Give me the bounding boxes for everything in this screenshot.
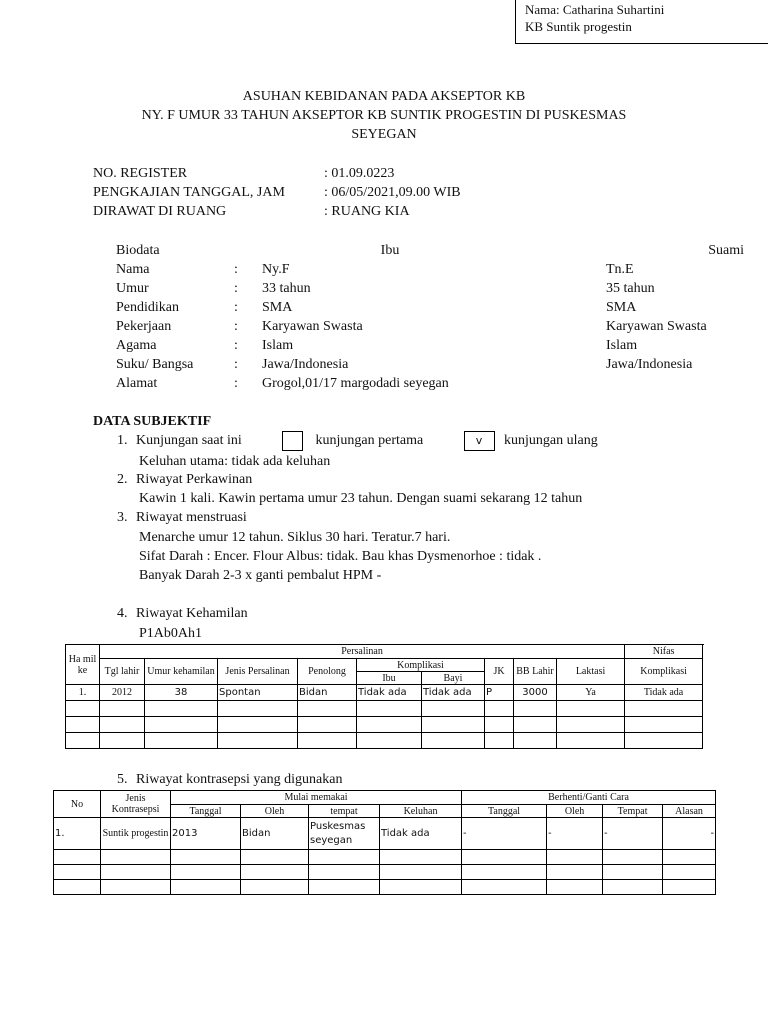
menstrual-line-2: Sifat Darah : Encer. Flour Albus: tidak. Bau khas Dysmenorhoe : tidak . — [139, 549, 542, 564]
col-tanggal-berhenti: Tanggal — [462, 805, 547, 818]
table-row — [66, 701, 703, 717]
col-oleh: Oleh — [241, 805, 309, 818]
col-laktasi: Laktasi — [557, 659, 625, 685]
first-visit-checkbox[interactable] — [282, 431, 303, 451]
document-title-line3: SEYEGAN — [351, 127, 417, 142]
biodata-row-umur: Umur : 33 tahun 35 tahun — [116, 281, 655, 296]
registration-number-value: : 01.09.0223 — [324, 166, 395, 181]
contraception-history-heading: 5. Riwayat kontrasepsi yang digunakan — [117, 772, 343, 787]
topic-label: KB Suntik progestin — [525, 19, 632, 34]
menstrual-history-heading: 3. Riwayat menstruasi — [117, 510, 247, 525]
table-row — [66, 717, 703, 733]
obstetric-formula: P1Ab0Ah1 — [139, 626, 203, 641]
identity-box — [515, 0, 768, 44]
repeat-visit-checkbox[interactable]: v — [464, 431, 495, 451]
biodata-header-suami: Suami — [708, 243, 744, 258]
table-row: 1. 2012 38 Spontan Bidan Tidak ada Tidak ada P 3000 Ya Tidak ada — [66, 685, 703, 701]
student-name: Nama: Catharina Suhartini — [525, 2, 665, 17]
assessment-date-label: PENGKAJIAN TANGGAL, JAM — [93, 185, 285, 200]
visit-item: 1. Kunjungan saat ini kunjungan pertama v kunjungan ulang — [117, 431, 598, 451]
col-hamil-ke: Ha mil ke — [66, 645, 100, 685]
repeat-visit-label: kunjungan ulang — [504, 433, 598, 449]
ward-row — [93, 202, 410, 221]
pregnancy-history-table — [65, 644, 703, 749]
registration-number-row — [93, 164, 394, 183]
col-keluhan: Keluhan — [380, 805, 462, 818]
col-mulai-memakai: Mulai memakai — [171, 791, 462, 805]
col-jenis-kontrasepsi: Jenis Kontrasepsi — [101, 791, 171, 818]
col-no: No — [54, 791, 101, 818]
pregnancy-history-heading: 4. Riwayat Kehamilan — [117, 606, 248, 621]
contraception-history-table — [53, 790, 716, 895]
col-alasan: Alasan — [663, 805, 716, 818]
assessment-date-row — [93, 183, 461, 202]
menstrual-line-1: Menarche umur 12 tahun. Siklus 30 hari. Teratur.7 hari. — [139, 530, 451, 545]
first-visit-label: kunjungan pertama — [315, 433, 424, 449]
marriage-history-text: Kawin 1 kali. Kawin pertama umur 23 tahun. Dengan suami sekarang 12 tahun — [139, 491, 583, 506]
biodata-row-alamat: Alamat : Grogol,01/17 margodadi seyegan — [116, 376, 449, 391]
col-berhenti-ganti: Berhenti/Ganti Cara — [462, 791, 716, 805]
biodata-row-suku: Suku/ Bangsa : Jawa/Indonesia Jawa/Indonesia — [116, 357, 693, 372]
col-persalinan: Persalinan — [100, 645, 625, 659]
col-penolong: Penolong — [298, 659, 357, 685]
table-row — [54, 880, 716, 895]
col-komplikasi-nifas: Komplikasi — [625, 659, 703, 685]
section-heading-subjektif: DATA SUBJEKTIF — [93, 414, 212, 429]
col-jenis-persalinan: Jenis Persalinan — [218, 659, 298, 685]
col-tempat-berhenti: Tempat — [603, 805, 663, 818]
col-nifas: Nifas — [625, 645, 703, 659]
col-oleh-berhenti: Oleh — [547, 805, 603, 818]
col-tempat: tempat — [309, 805, 380, 818]
biodata-row-nama: Nama : Ny.F Tn.E — [116, 262, 634, 277]
col-tanggal: Tanggal — [171, 805, 241, 818]
document-title-line2: NY. F UMUR 33 TAHUN AKSEPTOR KB SUNTIK PROGESTIN DI PUSKESMAS — [141, 108, 627, 123]
biodata-row-pendidikan: Pendidikan : SMA SMA — [116, 300, 637, 315]
table-row: 1. Suntik progestin 2013 Bidan Puskesmas seyegan Tidak ada - - - - — [54, 818, 716, 850]
ward-value: : RUANG KIA — [324, 204, 410, 219]
biodata-row-agama: Agama : Islam Islam — [116, 338, 638, 353]
biodata-header: Biodata — [116, 243, 160, 258]
visit-label: Kunjungan saat ini — [136, 433, 242, 449]
menstrual-line-3: Banyak Darah 2-3 x ganti pembalut HPM - — [139, 568, 382, 583]
col-komplikasi: Komplikasi — [357, 659, 485, 672]
table-row — [54, 865, 716, 880]
marriage-history-heading: 2. Riwayat Perkawinan — [117, 472, 253, 487]
col-umur-kehamilan: Umur kehamilan — [145, 659, 218, 685]
main-complaint: Keluhan utama: tidak ada keluhan — [139, 454, 331, 469]
document-title-line1: ASUHAN KEBIDANAN PADA AKSEPTOR KB — [242, 89, 526, 104]
ward-label: DIRAWAT DI RUANG — [93, 204, 227, 219]
table-row — [66, 733, 703, 749]
biodata-row-pekerjaan: Pekerjaan : Karyawan Swasta Karyawan Swasta — [116, 319, 707, 334]
col-komplikasi-ibu: Ibu — [357, 672, 422, 685]
col-tgl-lahir: Tgl lahir — [100, 659, 145, 685]
table-row — [54, 850, 716, 865]
col-komplikasi-bayi: Bayi — [422, 672, 485, 685]
col-jk: JK — [485, 659, 514, 685]
col-bb-lahir: BB Lahir — [514, 659, 557, 685]
biodata-header-ibu: Ibu — [380, 243, 400, 258]
assessment-date-value: : 06/05/2021,09.00 WIB — [324, 185, 461, 200]
biodata-table — [116, 241, 744, 393]
registration-number-label: NO. REGISTER — [93, 166, 188, 181]
